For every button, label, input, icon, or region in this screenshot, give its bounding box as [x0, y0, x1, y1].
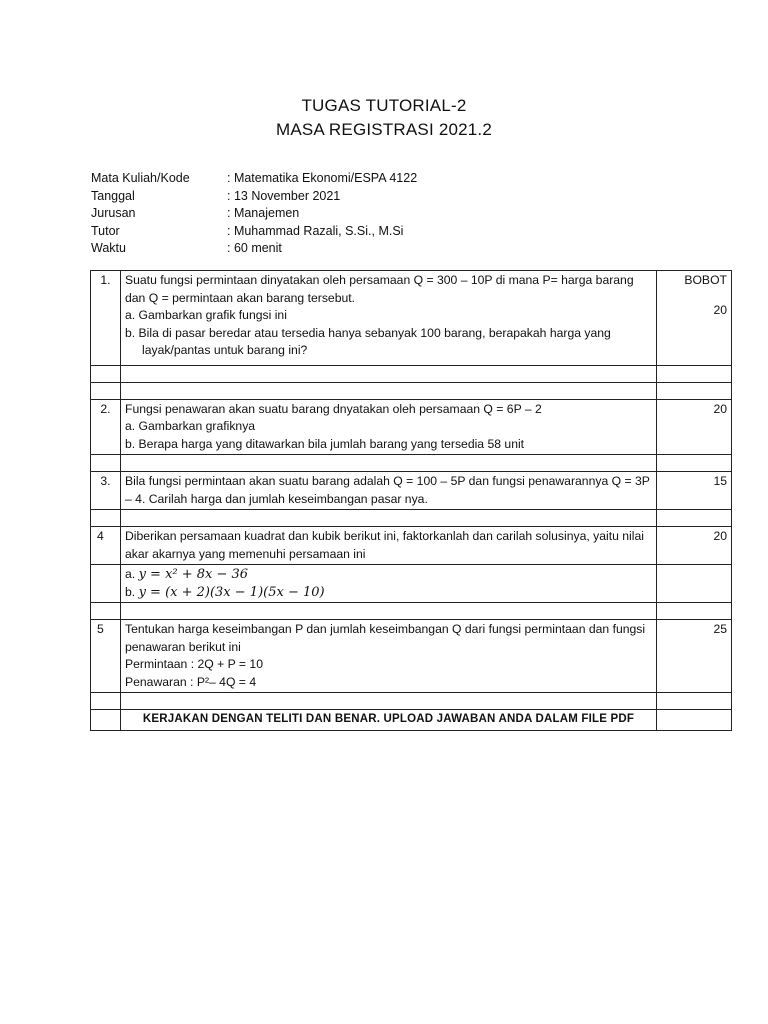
question-row-2 [91, 399, 732, 455]
spacer-row [91, 382, 732, 399]
info-row-date [91, 188, 417, 206]
spacer-row [91, 693, 732, 710]
footer-note: KERJAKAN DENGAN TELITI DAN BENAR. UPLOAD JAWABAN ANDA DALAM FILE PDF [121, 710, 657, 731]
question-text [121, 271, 657, 366]
question-number: 4 [91, 527, 121, 565]
title-line-1: TUGAS TUTORIAL-2 [301, 96, 467, 115]
info-label: Mata Kuliah/Kode [91, 171, 190, 185]
question-weight: 15 [657, 472, 732, 510]
question-text [121, 620, 657, 693]
question-row-5 [91, 620, 732, 693]
question-line: Permintaan : 2Q + P = 10 [125, 657, 263, 671]
question-number: 2. [91, 399, 121, 455]
question-number: 5 [91, 620, 121, 693]
question-text: Diberikan persamaan kuadrat dan kubik berikut ini, faktorkanlah dan carilah solusinya, yaitu nilai akar akarnya yang memenuhi persamaan ini [121, 527, 657, 565]
question-number: 1. [91, 271, 121, 366]
equation-list [121, 565, 657, 603]
info-value: : 60 menit [227, 241, 282, 255]
info-value: : Manajemen [227, 206, 300, 220]
question-row-3 [91, 472, 732, 510]
question-number: 3. [91, 472, 121, 510]
info-row-tutor [91, 223, 417, 241]
course-info [91, 170, 417, 258]
question-weight: 20 [713, 302, 727, 317]
question-row-1 [91, 271, 732, 366]
question-line: Penawaran : P²– 4Q = 4 [125, 674, 257, 689]
question-line: a. Gambarkan grafiknya [125, 419, 256, 433]
spacer-row [91, 455, 732, 472]
weight-cell [657, 271, 732, 366]
equation-label: b. [125, 584, 136, 599]
info-label: Jurusan [91, 206, 136, 220]
equation-math: y = (x + 2)(3x − 1)(5x − 10) [138, 584, 325, 600]
info-value: : Matematika Ekonomi/ESPA 4122 [227, 171, 418, 185]
equation-a [125, 566, 652, 584]
info-label: Waktu [91, 241, 126, 255]
info-value: : Muhammad Razali, S.Si., M.Si [227, 223, 404, 238]
question-text [121, 399, 657, 455]
info-label: Tutor [91, 223, 120, 238]
question-weight: 20 [657, 399, 732, 455]
question-line: Suatu fungsi permintaan dinyatakan oleh persamaan Q = 300 – 10P di mana P= harga barang dan Q = permintaan akan barang tersebut. [125, 273, 634, 305]
info-value: : 13 November 2021 [227, 188, 341, 203]
info-row-course [91, 170, 417, 188]
info-row-department [91, 205, 417, 223]
question-weight: 20 [657, 527, 732, 565]
spacer-row [91, 603, 732, 620]
question-text: Bila fungsi permintaan akan suatu barang adalah Q = 100 – 5P dan fungsi penawarannya Q = 3P – 4. Carilah harga dan jumlah keseimbangan pasar nya. [121, 472, 657, 510]
question-row-4 [91, 527, 732, 565]
spacer-row [91, 365, 732, 382]
question-line: Tentukan harga keseimbangan P dan jumlah keseimbangan Q dari fungsi permintaan dan fungsi penawaran berikut ini [125, 622, 646, 654]
task-table [90, 270, 732, 731]
question-weight: 25 [657, 620, 732, 693]
question-line: a. Gambarkan grafik fungsi ini [125, 308, 287, 322]
equation-label: a. [125, 567, 136, 581]
equation-b [125, 584, 652, 602]
bobot-header: BOBOT [684, 273, 727, 287]
footer-row [91, 710, 732, 731]
equation-math: y = x² + 8x − 36 [138, 567, 249, 582]
question-row-4-equations [91, 565, 732, 603]
info-label: Tanggal [91, 188, 135, 203]
question-line: b. Bila di pasar beredar atau tersedia hanya sebanyak 100 barang, berapakah harga yang [125, 325, 611, 340]
title-line-2: MASA REGISTRASI 2021.2 [275, 120, 493, 139]
question-line: b. Berapa harga yang ditawarkan bila jumlah barang yang tersedia 58 unit [125, 436, 525, 451]
question-line: layak/pantas untuk barang ini? [142, 343, 308, 357]
spacer-row [91, 510, 732, 527]
info-row-duration [91, 240, 417, 258]
question-line: Fungsi penawaran akan suatu barang dnyatakan oleh persamaan Q = 6P – 2 [125, 401, 542, 416]
